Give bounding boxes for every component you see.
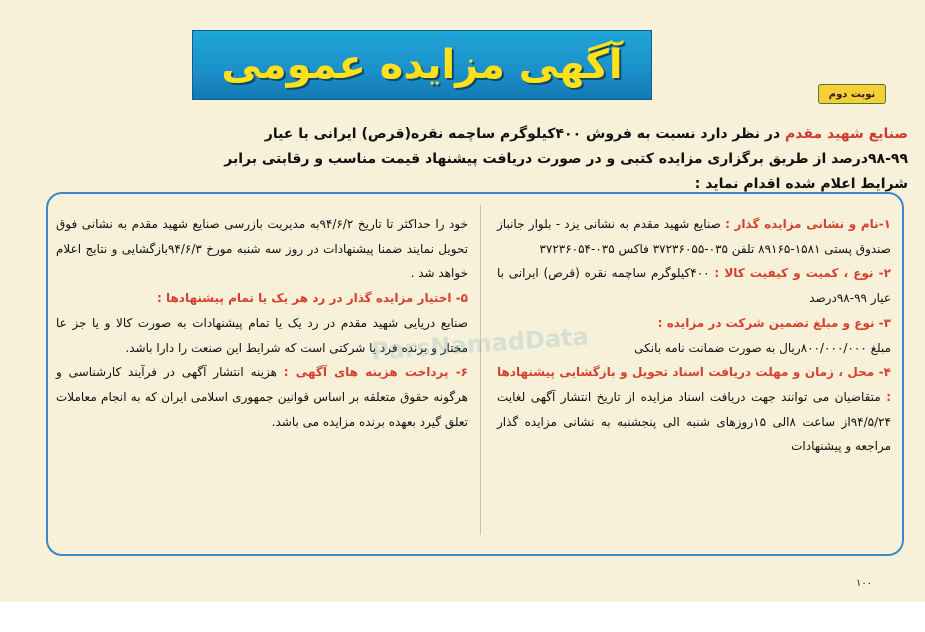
- section-5-body: صنایع دریایی شهید مقدم در رد یک یا تمام پیشنهادات به صورت کالا و یا جز عا مختار و برنده فرد یا شرکتی است که شرایط این صنعت را دارا باشد.: [56, 315, 468, 355]
- intro-text: در نظر دارد نسبت به فروش ۴۰۰کیلوگرم ساچمه نقره(قرص) ایرانی با عیار ۹۹-۹۸درصد از طریق برگزاری مزایده کتبی و در صورت دریافت پیشنهاد قیمت مناسب و رقابتی برابر شرایط اعلام شده اقدام نماید :: [224, 126, 908, 192]
- watermark: ParsNamadData: [370, 322, 590, 366]
- ad-title: آگهی مزایده عمومی: [221, 42, 623, 88]
- section-4-body: متقاضیان می توانند جهت دریافت اسناد مزایده از تاریخ انتشار آگهی لغایت ۹۴/۵/۲۴از ساعت ۸الی ۱۵روزهای شنبه الی پنجشنبه به نشانی مزایده گذار مراجعه و پیشنهادات: [497, 389, 891, 454]
- section-3-body: مبلغ ۸۰۰/۰۰۰/۰۰۰ریال به صورت ضمانت نامه بانکی: [634, 340, 891, 355]
- section-3-heading: ۳- نوع و مبلغ تضمین شرکت در مزایده :: [657, 315, 891, 330]
- section-6-body: هزینه انتشار آگهی در فرآیند کارشناسی و هرگونه حقوق متعلقه بر اساس قوانین جمهوری اسلامی ایران که به انجام معاملات تعلق گیرد بعهده برنده مزایده می باشد.: [56, 365, 468, 429]
- section-1-heading: ۱-نام و نشانی مزایده گذار :: [725, 217, 891, 231]
- section-2-heading: ۲- نوع ، کمیت و کیفیت کالا :: [714, 266, 891, 281]
- title-banner: [192, 30, 652, 100]
- details-column-left: [56, 212, 468, 434]
- column-divider: [480, 205, 481, 535]
- intro-paragraph: [200, 122, 908, 197]
- section-4-continuation: خود را حداکثر تا تاریخ ۹۴/۶/۲به مدیریت بازرسی صنایع شهید مقدم به نشانی فوق تحویل نمایند ضمنا پیشنهادات در روز سه شنبه مورخ ۹۴/۶/۳بازگشایی و نتایج اعلام خواهد شد .: [56, 217, 469, 281]
- bottom-margin: [0, 602, 925, 632]
- section-2-body: ۴۰۰کیلوگرم ساچمه نقره (قرص) ایرانی با عیار ۹۹-۹۸درصد: [497, 266, 891, 306]
- organization-name: صنایع شهید مقدم: [785, 126, 908, 142]
- section-4-heading: ۴- محل ، زمان و مهلت دریافت اسناد تحویل و بازگشایی پیشنهادها :: [497, 365, 891, 404]
- details-column-right: [497, 212, 891, 459]
- section-1-body: صنایع شهید مقدم به نشانی یزد - بلوار جانباز صندوق پستی ۱۵۸۱-۸۹۱۶۵ تلفن ۰۳۵-۳۷۲۳۶۰۵۵ فاکس ۰۳۵-۳۷۲۳۶۰۵۴: [497, 217, 891, 256]
- round-badge-label: نوبت دوم: [828, 88, 876, 100]
- round-badge: [818, 84, 886, 104]
- section-5-heading: ۵- اختیار مزایده گذار در رد هر یک یا تمام پیشنهادها :: [157, 291, 468, 306]
- section-6-heading: ۶- پرداخت هزینه های آگهی :: [283, 365, 468, 380]
- page-number: ۱۰۰: [856, 578, 873, 589]
